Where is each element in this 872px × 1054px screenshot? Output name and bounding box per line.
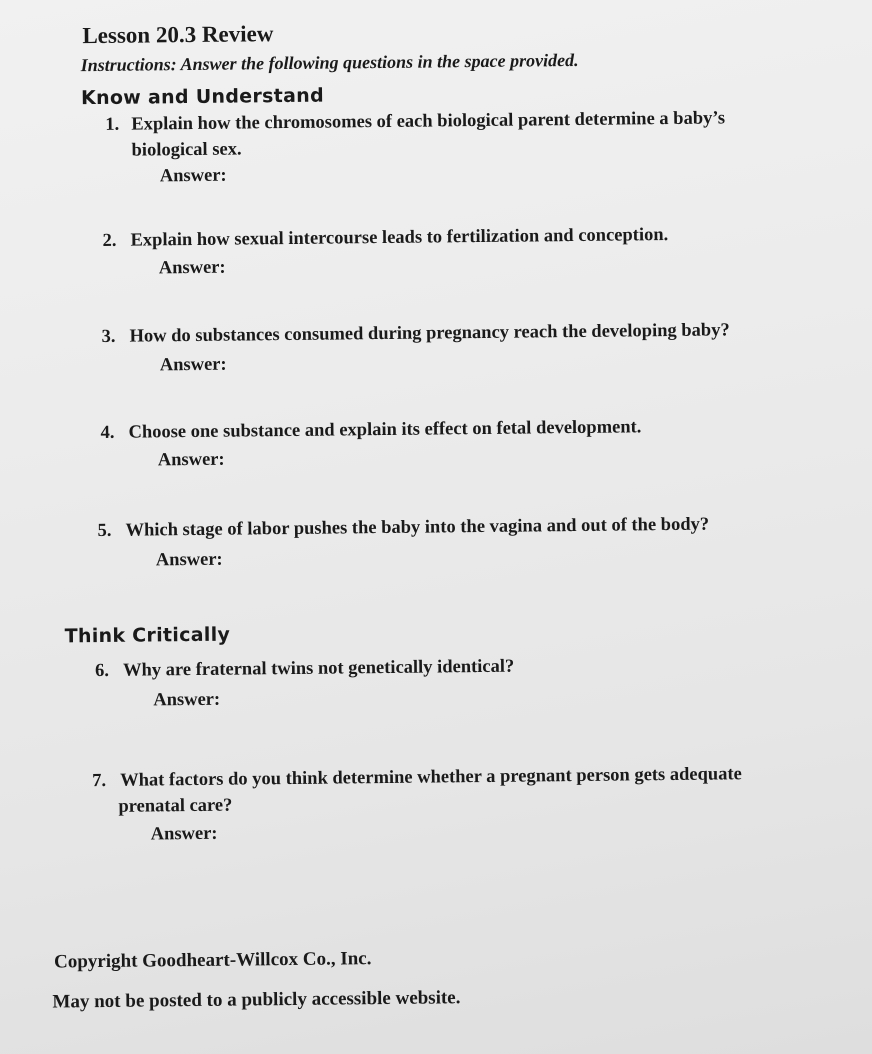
answer-label: Answer: <box>155 549 223 571</box>
question-number: 7. <box>92 770 107 792</box>
section-heading-know-understand: Know and Understand <box>80 84 325 110</box>
question-text-line1: Explain how the chromosomes of each biological parent determine a baby’s <box>131 108 726 135</box>
question-number: 4. <box>100 422 115 443</box>
lesson-title: Lesson 20.3 Review <box>82 21 274 49</box>
question-text-line1: Explain how sexual intercourse leads to fertilization and conception. <box>130 225 669 251</box>
question-text-line1: Why are fraternal twins not genetically identical? <box>122 656 515 681</box>
question-text-line1: What factors do you think determine whether a pregnant person gets adequate <box>120 764 742 791</box>
answer-label: Answer: <box>157 449 225 471</box>
question-number: 2. <box>102 230 117 251</box>
answer-label: Answer: <box>150 823 218 845</box>
instructions-text: Instructions: Answer the following questions in the space provided. <box>80 49 579 76</box>
question-number: 6. <box>94 660 110 682</box>
question-text-line1: How do substances consumed during pregnancy reach the developing baby? <box>129 320 730 347</box>
posting-notice: May not be posted to a publicly accessible website. <box>52 987 461 1013</box>
question-number: 3. <box>101 326 116 347</box>
answer-label: Answer: <box>153 689 221 711</box>
question-text-line2: prenatal care? <box>118 795 233 817</box>
section-heading-think-critically: Think Critically <box>64 623 231 648</box>
answer-label: Answer: <box>158 257 226 279</box>
answer-label: Answer: <box>159 165 227 187</box>
question-text-line2: biological sex. <box>131 139 242 161</box>
question-number: 5. <box>97 520 112 542</box>
copyright-text: Copyright Goodheart-Willcox Co., Inc. <box>53 948 372 973</box>
question-text-line1: Choose one substance and explain its effect on fetal development. <box>128 417 642 443</box>
question-number: 1. <box>105 114 120 135</box>
answer-label: Answer: <box>159 354 227 376</box>
question-text-line1: Which stage of labor pushes the baby into the vagina and out of the body? <box>125 514 710 541</box>
